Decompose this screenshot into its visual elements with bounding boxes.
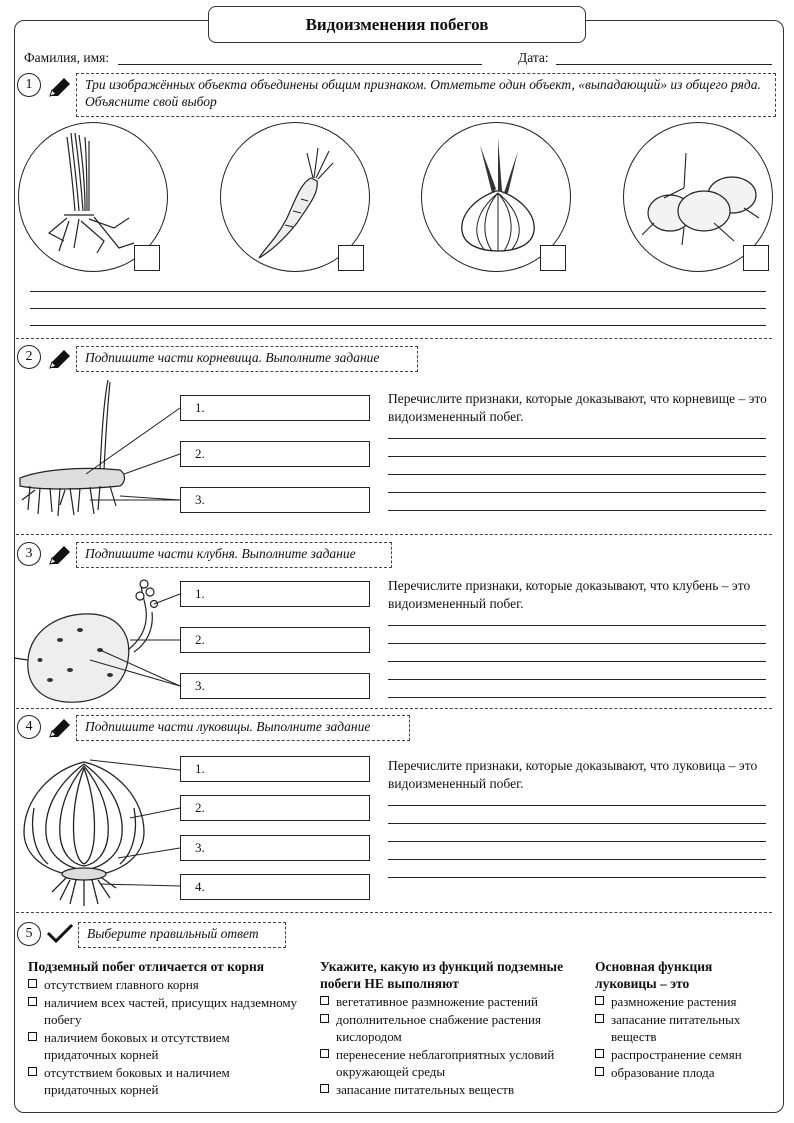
checkbox-icon[interactable] bbox=[320, 1049, 329, 1058]
answer-line[interactable] bbox=[388, 697, 766, 698]
object-1-checkbox[interactable] bbox=[134, 245, 160, 271]
tuber-label-2[interactable]: 2. bbox=[180, 627, 370, 653]
quiz-column-2 bbox=[320, 958, 576, 1098]
quiz-2-option-4[interactable]: запасание питательных веществ bbox=[320, 1081, 576, 1098]
quiz-question-2: Укажите, какую из функций подземные побеги НЕ выполняют bbox=[320, 959, 564, 991]
section-divider bbox=[16, 534, 772, 535]
name-field[interactable] bbox=[118, 64, 482, 65]
section-divider bbox=[16, 338, 772, 339]
bulb-label-4[interactable]: 4. bbox=[180, 874, 370, 900]
rhizome-label-1[interactable]: 1. bbox=[180, 395, 370, 421]
section-3-instruction: Подпишите части клубня. Выполните задание bbox=[76, 542, 392, 568]
quiz-3-option-4[interactable]: образование плода bbox=[595, 1064, 771, 1081]
answer-line[interactable] bbox=[388, 841, 766, 842]
answer-line[interactable] bbox=[388, 510, 766, 511]
section-1-number: 1 bbox=[17, 73, 41, 97]
section-4-instruction: Подпишите части луковицы. Выполните задание bbox=[76, 715, 410, 741]
quiz-2-option-3[interactable]: перенесение неблагоприятных условий окружающей среды bbox=[320, 1046, 576, 1080]
answer-line[interactable] bbox=[388, 456, 766, 457]
section-2-instruction: Подпишите части корневища. Выполните задание bbox=[76, 346, 418, 372]
worksheet-title: Видоизменения побегов bbox=[208, 6, 586, 43]
section-divider bbox=[16, 708, 772, 709]
section-2-prompt: Перечислите признаки, которые доказывают, что корневище – это видоизмененный побег. bbox=[388, 391, 767, 424]
object-3-checkbox[interactable] bbox=[540, 245, 566, 271]
quiz-1-option-3[interactable]: наличием боковых и отсутствием придаточных корней bbox=[28, 1029, 298, 1063]
answer-line[interactable] bbox=[388, 474, 766, 475]
bulb-label-3[interactable]: 3. bbox=[180, 835, 370, 861]
checkbox-icon[interactable] bbox=[595, 1049, 604, 1058]
checkbox-icon[interactable] bbox=[320, 1084, 329, 1093]
checkbox-icon[interactable] bbox=[320, 1014, 329, 1023]
section-3-number: 3 bbox=[17, 542, 41, 566]
quiz-question-1: Подземный побег отличается от корня bbox=[28, 959, 265, 974]
quiz-3-option-2[interactable]: запасание питательных веществ bbox=[595, 1011, 771, 1045]
quiz-3-option-3[interactable]: распространение семян bbox=[595, 1046, 771, 1063]
answer-line[interactable] bbox=[388, 805, 766, 806]
checkbox-icon[interactable] bbox=[28, 979, 37, 988]
checkbox-icon[interactable] bbox=[595, 1014, 604, 1023]
quiz-2-option-1[interactable]: вегетативное размножение растений bbox=[320, 993, 576, 1010]
bulb-label-2[interactable]: 2. bbox=[180, 795, 370, 821]
quiz-2-option-2[interactable]: дополнительное снабжение растения кислородом bbox=[320, 1011, 576, 1045]
answer-line[interactable] bbox=[388, 859, 766, 860]
answer-line[interactable] bbox=[30, 325, 766, 326]
section-divider bbox=[16, 912, 772, 913]
answer-line[interactable] bbox=[30, 291, 766, 292]
object-2-checkbox[interactable] bbox=[338, 245, 364, 271]
quiz-1-option-1[interactable]: отсутствием главного корня bbox=[28, 976, 298, 993]
checkbox-icon[interactable] bbox=[595, 1067, 604, 1076]
section-5-instruction: Выберите правильный ответ bbox=[78, 922, 286, 948]
checkbox-icon[interactable] bbox=[320, 996, 329, 1005]
answer-line[interactable] bbox=[388, 679, 766, 680]
object-4-checkbox[interactable] bbox=[743, 245, 769, 271]
bulb-label-1[interactable]: 1. bbox=[180, 756, 370, 782]
section-1-instruction: Три изображённых объекта объединены общим признаком. Отметьте один объект, «выпадающий» из общего ряда. Объясните свой выбор bbox=[76, 73, 776, 117]
section-4-number: 4 bbox=[17, 715, 41, 739]
checkbox-icon[interactable] bbox=[28, 1032, 37, 1041]
date-field[interactable] bbox=[556, 64, 772, 65]
section-5-number: 5 bbox=[17, 922, 41, 946]
tuber-label-3[interactable]: 3. bbox=[180, 673, 370, 699]
answer-line[interactable] bbox=[388, 492, 766, 493]
quiz-3-option-1[interactable]: размножение растения bbox=[595, 993, 771, 1010]
answer-line[interactable] bbox=[388, 823, 766, 824]
rhizome-label-3[interactable]: 3. bbox=[180, 487, 370, 513]
section-4-prompt: Перечислите признаки, которые доказывают, что луковица – это видоизмененный побег. bbox=[388, 758, 758, 791]
date-label: Дата: bbox=[518, 50, 549, 65]
checkbox-icon[interactable] bbox=[28, 997, 37, 1006]
quiz-question-3: Основная функция луковицы – это bbox=[595, 959, 713, 991]
rhizome-label-2[interactable]: 2. bbox=[180, 441, 370, 467]
tuber-label-1[interactable]: 1. bbox=[180, 581, 370, 607]
quiz-1-option-4[interactable]: отсутствием боковых и наличием придаточных корней bbox=[28, 1064, 298, 1098]
answer-line[interactable] bbox=[388, 661, 766, 662]
answer-line[interactable] bbox=[388, 625, 766, 626]
checkbox-icon[interactable] bbox=[28, 1067, 37, 1076]
quiz-column-3 bbox=[595, 958, 771, 1081]
section-3-prompt: Перечислите признаки, которые доказывают, что клубень – это видоизмененный побег. bbox=[388, 578, 751, 611]
answer-line[interactable] bbox=[388, 877, 766, 878]
answer-line[interactable] bbox=[388, 643, 766, 644]
name-label: Фамилия, имя: bbox=[24, 50, 110, 65]
section-2-number: 2 bbox=[17, 345, 41, 369]
answer-line[interactable] bbox=[30, 308, 766, 309]
quiz-1-option-2[interactable]: наличием всех частей, присущих надземному побегу bbox=[28, 994, 298, 1028]
quiz-column-1 bbox=[28, 958, 298, 1098]
answer-line[interactable] bbox=[388, 438, 766, 439]
checkbox-icon[interactable] bbox=[595, 996, 604, 1005]
